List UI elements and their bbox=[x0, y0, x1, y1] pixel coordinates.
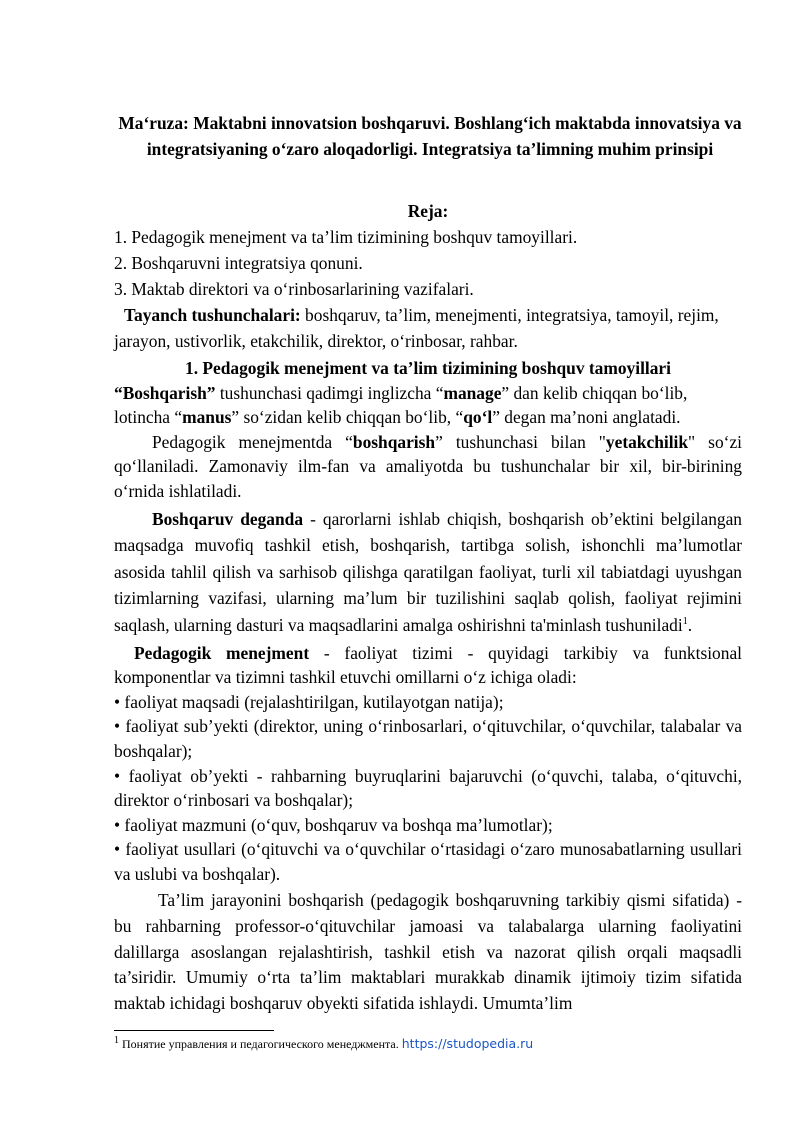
bullet-item: • faoliyat sub’yekti (direktor, uning o‘rinbosarlari, o‘qituvchilar, o‘quvchilar, talabalar va boshqalar); bbox=[114, 716, 742, 761]
term: manage bbox=[443, 382, 502, 403]
bullet-item: • faoliyat usullari (o‘qituvchi va o‘quvchilar o‘rtasidagi o‘zaro munosabatlarning usullari va uslubi va boshqalar). bbox=[114, 839, 742, 884]
paragraph-boshqaruv bbox=[114, 506, 742, 639]
section-1 bbox=[114, 356, 742, 1016]
footnote-link[interactable]: https://studopedia.ru bbox=[401, 1036, 534, 1051]
text: ” degan ma’noni anglatadi. bbox=[492, 407, 681, 428]
term: Pedagogik menejment bbox=[134, 642, 310, 663]
term: manus bbox=[182, 407, 232, 428]
text: - faoliyat tizimi - quyidagi tarkibiy va funktsional komponentlar va tizimni tashkil etuvchi omillarni o‘z ichiga oladi: bbox=[114, 642, 742, 688]
text: - qarorlarni ishlab chiqish, boshqarish ob’ektini belgilangan maqsadga muvofiq tashkil etish, boshqarish, tartibga solish, ishonchli ma’lumotlar asosida tahlil qilish va sarhisob qilishga qaratilgan faoliyat, turli xil tabiatdagi uyushgan tizimlarning vazifasi, ularning ma’lum bir tuzilishini saqlab qolish, faoliyat rejimini saqlash, ularning dasturi va maqsadlarini amalga oshirishni ta'minlash tushuniladi bbox=[114, 508, 742, 635]
plan-item: 1. Pedagogik menejment va ta’lim tizimining boshquv tamoyillari. bbox=[114, 227, 578, 247]
bullet-item: • faoliyat mazmuni (o‘quv, boshqaruv va boshqa ma’lumotlar); bbox=[114, 814, 553, 835]
bullet-item: • faoliyat maqsadi (rejalashtirilgan, kutilayotgan natija); bbox=[114, 691, 504, 712]
keywords-label: Tayanch tushunchalari: bbox=[124, 305, 301, 325]
footnote-separator bbox=[114, 1030, 274, 1031]
term: boshqarish bbox=[352, 431, 436, 452]
text: ” so‘zidan kelib chiqqan bo‘lib, “ bbox=[231, 407, 464, 428]
plan bbox=[114, 198, 742, 354]
text: ” tushunchasi bilan " bbox=[435, 431, 606, 452]
keywords-text: boshqaruv, ta’lim, menejmenti, integratsiya, tamoyil, rejim, jarayon, ustivorlik, etakchilik, direktor, o‘rinbosar, rahbar. bbox=[114, 305, 719, 351]
paragraph-pedagogik-menejment bbox=[114, 641, 742, 690]
footnote bbox=[114, 1036, 533, 1052]
paragraph-boshqarish bbox=[114, 381, 742, 430]
paragraph-talim-jarayoni: Ta’lim jarayonini boshqarish (pedagogik boshqaruvning tarkibiy qismi sifatida) - bu rahbarning professor-o‘qituvchilar jamoasi va talabalarga ularning faoliyatini dalillarga asoslangan rejalashtirish, tashkil etish va nazorat qilish orqali maqsadli ta’siridir. Umumiy o‘rta ta’lim maktablari murakkab dinamik ijtimoiy tizim sifatida maktab ichidagi boshqaruv obyekti sifatida ishlaydi. Umumta’lim bbox=[114, 890, 742, 1013]
text: " so‘zi qo‘llaniladi. Zamonaviy ilm-fan va amaliyotda bu tushunchalar bir xil, bir-birining o‘rnida ishlatiladi. bbox=[114, 431, 742, 501]
term: yetakchilik bbox=[605, 431, 689, 452]
bullet-item: • faoliyat ob’yekti - rahbarning buyruqlarini bajaruvchi (o‘quvchi, talaba, o‘qituvchi, direktor o‘rinbosari va boshqalar); bbox=[114, 765, 742, 811]
lecture-title: Ma‘ruza: Maktabni innovatsion boshqaruvi. Boshlang‘ich maktabda innovatsiya va integratsiyaning o‘zaro aloqadorligi. Integratsiya ta’limning muhim prinsipi bbox=[118, 113, 742, 159]
footnote-mark: 1 bbox=[114, 1035, 119, 1046]
plan-item: 3. Maktab direktori va o‘rinbosarlarining vazifalari. bbox=[114, 279, 474, 299]
text: ” dan kelib chiqqan bo‘lib, lotincha “ bbox=[114, 382, 688, 428]
term: “Boshqarish” bbox=[114, 382, 216, 403]
term: qo‘l bbox=[463, 407, 493, 428]
text: . bbox=[687, 614, 693, 635]
footnote-text: Понятие управления и педагогического менеджмента. bbox=[119, 1037, 402, 1051]
section-heading: 1. Pedagogik menejment va ta’lim tizimining boshquv tamoyillari bbox=[185, 358, 671, 378]
footnote-ref[interactable]: 1 bbox=[682, 616, 688, 628]
plan-item: 2. Boshqaruvni integratsiya qonuni. bbox=[114, 253, 363, 273]
text: Pedagogik menejmentda “ bbox=[152, 431, 353, 452]
text: tushunchasi qadimgi inglizcha “ bbox=[215, 382, 444, 403]
plan-heading: Reja: bbox=[407, 201, 449, 221]
term: Boshqaruv deganda bbox=[152, 508, 304, 529]
paragraph-menejment bbox=[114, 430, 742, 504]
keywords-paragraph bbox=[114, 302, 742, 354]
